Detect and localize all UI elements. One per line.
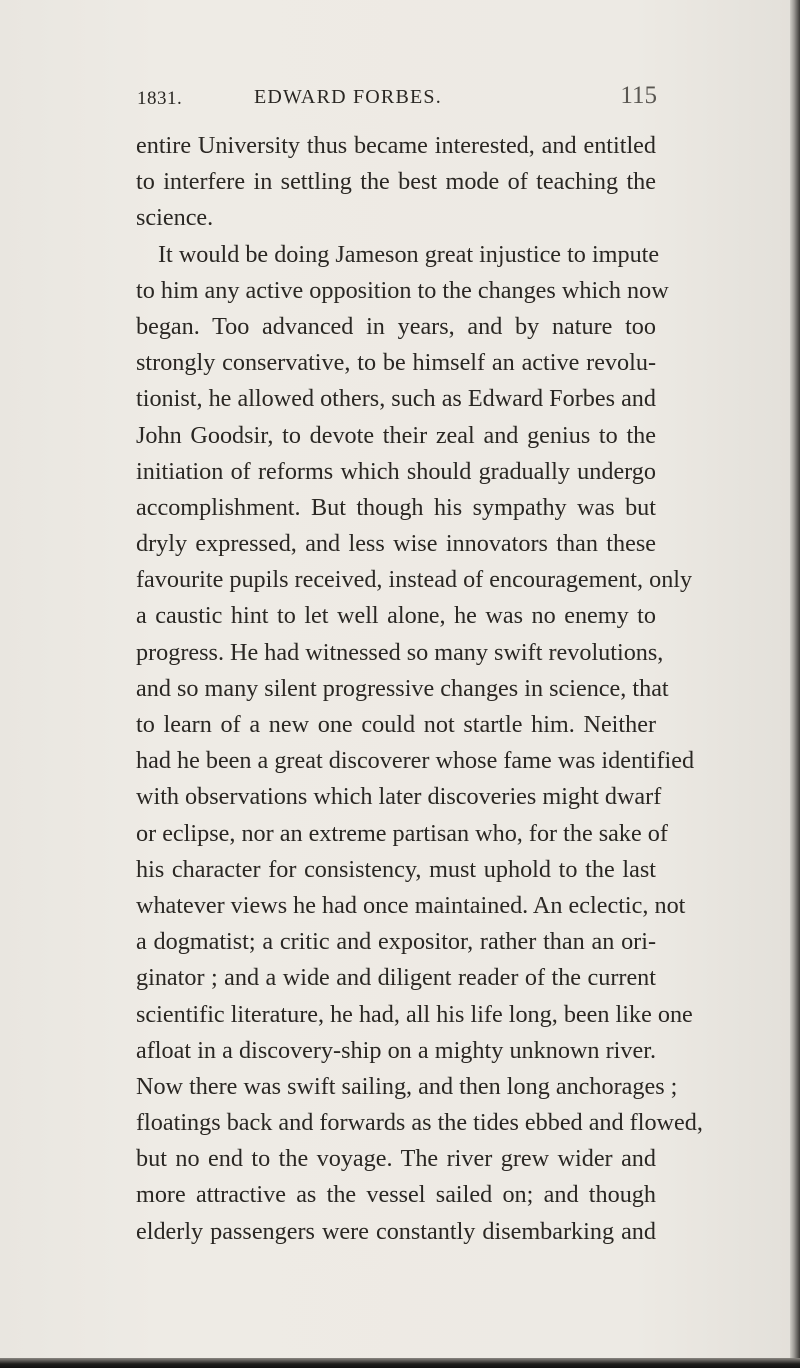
text-line: a dogmatist; a critic and expositor, rather than an ori- (136, 928, 656, 956)
text-line: dryly expressed, and less wise innovators than these (136, 530, 656, 558)
text-line: or eclipse, nor an extreme partisan who, for the sake of (136, 819, 668, 847)
text-line: tionist, he allowed others, such as Edward Forbes and (136, 385, 656, 413)
page-edge-bottom (0, 1358, 800, 1368)
page-edge-right (790, 0, 800, 1368)
text-line: scientific literature, he had, all his life long, been like one (136, 1000, 693, 1028)
text-line: more attractive as the vessel sailed on; and though (136, 1181, 656, 1209)
text-line: began. Too advanced in years, and by nature too (136, 312, 656, 340)
text-line: had he been a great discoverer whose fame was identified (136, 747, 695, 775)
text-line: afloat in a discovery-ship on a mighty unknown river. (136, 1036, 656, 1064)
text-line: accomplishment. But though his sympathy was but (136, 493, 656, 521)
body-text (136, 128, 703, 1250)
page-number: 115 (620, 82, 657, 109)
text-line: progress. He had witnessed so many swift revolutions, (136, 638, 664, 666)
text-line: It would be doing Jameson great injustice to impute (158, 240, 660, 268)
running-header (137, 82, 657, 118)
text-line: entire University thus became interested, and entitled (136, 132, 656, 159)
text-line: elderly passengers were constantly disembarking and (136, 1217, 656, 1245)
text-line: with observations which later discoveries might dwarf (136, 783, 662, 811)
text-line: whatever views he had once maintained. An eclectic, not (136, 891, 686, 919)
text-line: but no end to the voyage. The river grew wider and (136, 1145, 656, 1173)
text-line: floatings back and forwards as the tides ebbed and flowed, (136, 1109, 703, 1137)
text-line: to him any active opposition to the changes which now (136, 276, 669, 304)
text-line: initiation of reforms which should gradually undergo (136, 457, 656, 485)
header-year: 1831. (137, 88, 183, 109)
text-line: to interfere in settling the best mode of teaching the (136, 168, 656, 196)
text-line: Now there was swift sailing, and then long anchorages ; (136, 1072, 678, 1100)
text-line: strongly conservative, to be himself an active revolu- (136, 349, 656, 377)
text-line: to learn of a new one could not startle him. Neither (136, 711, 656, 738)
running-title: EDWARD FORBES. (254, 86, 442, 108)
text-line: science. (136, 204, 214, 232)
text-line: a caustic hint to let well alone, he was no enemy to (136, 602, 656, 630)
text-line: ginator ; and a wide and diligent reader of the current (136, 964, 656, 992)
text-line: favourite pupils received, instead of encouragement, only (136, 566, 693, 594)
text-line: and so many silent progressive changes in science, that (136, 674, 669, 702)
text-line: his character for consistency, must uphold to the last (136, 855, 656, 883)
text-line: John Goodsir, to devote their zeal and genius to the (136, 421, 656, 449)
